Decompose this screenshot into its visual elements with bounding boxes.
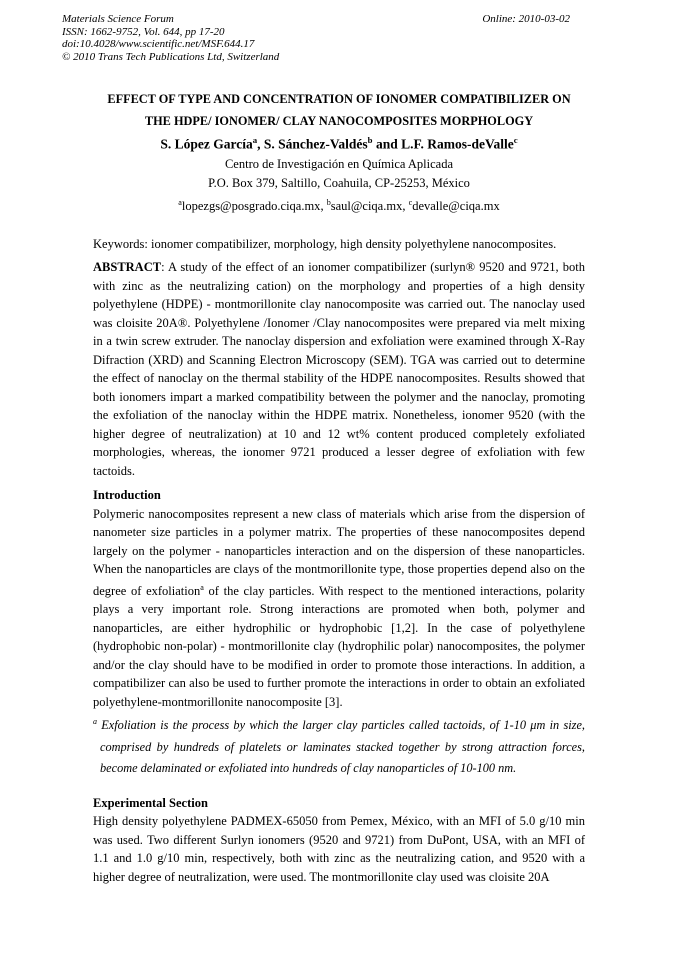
keywords-label: Keywords: (93, 236, 148, 251)
authors-separator-2: and (372, 136, 402, 152)
issn-line: ISSN: 1662-9752, Vol. 644, pp 17-20 (62, 25, 225, 38)
email-3-mark: c (408, 197, 413, 207)
section-heading-introduction: Introduction (93, 488, 161, 503)
abstract-label: ABSTRACT (93, 260, 162, 275)
doi-line: doi:10.4028/www.scientific.net/MSF.644.17 (62, 38, 255, 50)
email-separator-1: , (320, 198, 327, 213)
author-2-affil-mark: b (367, 135, 373, 145)
affiliation-institute: Centro de Investigación en Química Aplicada (224, 156, 454, 171)
paper-title-line1: EFFECT OF TYPE AND CONCENTRATION OF IONOMER COMPATIBILIZER ON (107, 92, 571, 106)
journal-name: Materials Science Forum (62, 13, 174, 25)
author-3: L.F. Ramos-deValle (401, 136, 514, 152)
author-2: S. Sánchez-Valdés (263, 136, 368, 152)
keywords-text: ionomer compatibilizer, morphology, high density polyethylene nanocomposites. (147, 236, 557, 251)
online-date: Online: 2010-03-02 (482, 13, 570, 25)
email-1-mark: a (178, 197, 182, 207)
section-heading-experimental: Experimental Section (93, 795, 208, 810)
affiliation-address: P.O. Box 379, Saltillo, Coahuila, CP-25253, México (208, 175, 470, 190)
email-1: lopezgs@posgrado.ciqa.mx (181, 198, 321, 213)
experimental-paragraph: High density polyethylene PADMEX-65050 from Pemex, México, with an MFI of 5.0 g/10 min was used. Two different Surlyn ionomers (9520 and 9721) from DuPont, USA, with an MFI of 1.1 and 1.0 g/10 min, respectively, both with zinc as the neutralizing cation, and 9520 with a higher degree of neutralization, were used. The montmorillonite clay used was cloisite 20A (93, 814, 585, 884)
email-3: devalle@ciqa.mx (412, 198, 500, 213)
introduction-text-part1: Polymeric nanocomposites represent a new class of materials which arise from the dispersion of nanometer size particles in a polymer matrix. The properties of these nanocomposites depend largely on the polymer - nanoparticles interaction and on the dispersion of these nanoparticles. When the nanoparticles are clays of the montmorillonite type, those properties depend also on the degree of exfoliation (93, 506, 585, 598)
introduction-text-part2: of the clay particles. With respect to the mentioned interactions, polarity plays a very important role. Strong interactions are promoted when both, polymer and nanoparticles, are either hydrophilic or hydrophobic [1,2]. In the case of polyethylene (hydrophobic non-polar) - montmorillonite clay (hydrophilic polar) nanocomposites, the polymer and/or the clay should have to be modified in order to promote those interactions. In addition, a compatibilizer can also be used to further promote the interactions in order to obtain an exfoliated polyethylene-montmorillonite nanocomposite [3]. (93, 583, 585, 709)
keywords-line (93, 235, 585, 254)
introduction-paragraph (93, 505, 585, 712)
authors-emails (93, 193, 585, 216)
abstract-text: : A study of the effect of an ionomer compatibilizer (surlyn® 9520 and 9721, both with zinc as the neutralizing cation) on the morphology and properties of a high density polyethylene (HDPE) - montmorillonite clay nanocomposite was carried out. The nanoclay used was cloisite 20A®. Polyethylene /Ionomer /Clay nanocomposites were prepared via melt mixing in a twin screw extruder. The nanoclay dispersion and exfoliation were examined through X-Ray Difraction (XRD) and Scanning Electron Microscopy (SEM). TGA was carried out to determine the effect of nanoclay on the thermal stability of the HDPE nanocomposites. Results showed that both ionomers impart a marked compatibility between the polymer and the nanoclay, promoting the exfoliation of the nanoclay within the HDPE matrix. Nonetheless, ionomer 9520 (with the higher degree of neutralization) at 10 and 12 wt% content produced completely exfoliated morphologies, whereas, the ionomer 9721 produced a lesser degree of exfoliation with few tactoids. (93, 260, 585, 478)
email-separator-2: , (402, 198, 409, 213)
paper-title-line2: THE HDPE/ IONOMER/ CLAY NANOCOMPOSITES MORPHOLOGY (144, 114, 534, 128)
authors-line (93, 132, 585, 153)
footnote-text: Exfoliation is the process by which the larger clay particles called tactoids, of 1-10 μm in size, comprised by hundreds of platelets or laminates stacked together by strong attraction forces, become delaminated or exfoliated into hundreds of clay nanoparticles of 10-100 nm. (97, 718, 585, 776)
author-1-affil-mark: a (252, 135, 258, 145)
paper-title (48, 88, 630, 132)
author-3-affil-mark: c (513, 135, 518, 145)
paper-content (93, 88, 585, 886)
journal-header (0, 0, 678, 63)
footnote-reference-mark: a (200, 582, 204, 592)
copyright-line: © 2010 Trans Tech Publications Ltd, Switzerland (62, 50, 280, 63)
email-2: saul@ciqa.mx (330, 198, 403, 213)
affiliation-block (93, 155, 585, 216)
journal-header-left (62, 13, 279, 63)
footnote (93, 711, 585, 780)
author-1: S. López García (160, 136, 253, 152)
footnote-mark: a (93, 717, 97, 727)
abstract-paragraph (93, 258, 585, 480)
authors-separator-1: , (257, 136, 264, 152)
email-2-mark: b (326, 197, 331, 207)
